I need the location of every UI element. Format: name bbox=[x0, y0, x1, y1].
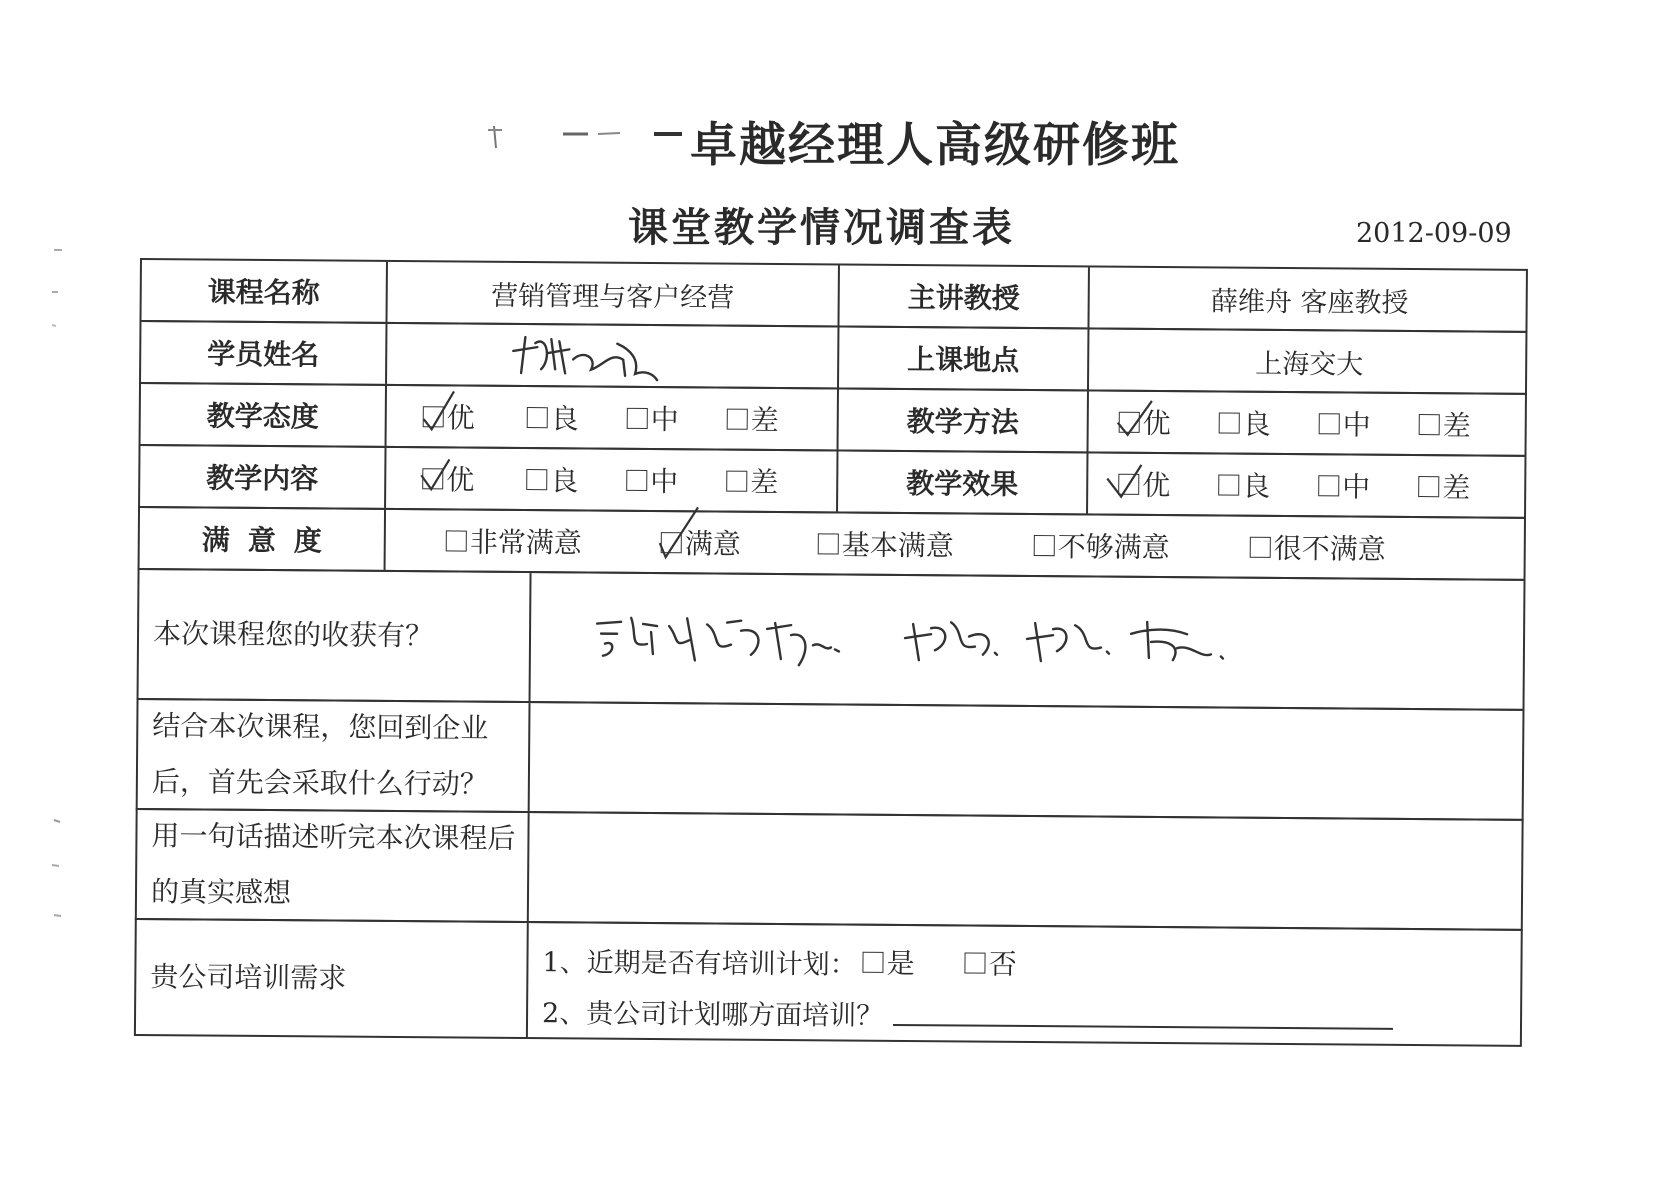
checkbox[interactable] bbox=[1034, 535, 1055, 556]
checkbox[interactable] bbox=[526, 469, 547, 490]
method-option-medium[interactable]: 中 bbox=[1319, 403, 1371, 443]
location-label: 上课地点 bbox=[837, 327, 1087, 389]
needs-answer-blank[interactable] bbox=[893, 1001, 1393, 1029]
survey-form bbox=[134, 258, 1528, 1089]
effect-label: 教学效果 bbox=[836, 451, 1086, 513]
effect-options bbox=[1086, 453, 1528, 516]
checkbox[interactable] bbox=[627, 407, 648, 428]
satisfaction-label: 满意度 bbox=[201, 523, 340, 558]
needs-option-no[interactable]: 否 bbox=[965, 942, 1017, 982]
handwritten-name bbox=[507, 329, 667, 386]
content-label: 教学内容 bbox=[206, 461, 319, 496]
checkmark-icon bbox=[419, 451, 459, 495]
satisfaction-option-very-dissatisfied[interactable]: 很不满意 bbox=[1250, 527, 1386, 568]
needs-answers bbox=[526, 923, 1525, 1045]
attitude-option-poor[interactable]: 差 bbox=[727, 399, 779, 439]
faded-header-marks bbox=[488, 98, 688, 158]
handwritten-answer bbox=[591, 604, 1252, 681]
checkmark-icon bbox=[1115, 456, 1155, 500]
checkbox[interactable] bbox=[1250, 536, 1271, 557]
checkbox[interactable] bbox=[1219, 412, 1240, 433]
checkbox[interactable] bbox=[726, 470, 747, 491]
content-option-medium[interactable]: 中 bbox=[626, 460, 678, 500]
effect-option-good[interactable]: 良 bbox=[1218, 464, 1270, 504]
gain-answer[interactable] bbox=[529, 573, 1528, 709]
checkbox[interactable] bbox=[818, 533, 839, 554]
checkbox[interactable] bbox=[423, 406, 444, 427]
gain-question: 本次课程您的收获有？ bbox=[152, 617, 434, 653]
checkbox[interactable] bbox=[422, 468, 443, 489]
action-answer[interactable] bbox=[528, 703, 1527, 819]
checkmark-icon bbox=[658, 515, 698, 559]
checkbox[interactable] bbox=[1419, 414, 1440, 435]
form-subtitle: 课堂教学情况调查表 bbox=[628, 205, 1015, 251]
needs-option-yes[interactable]: 是 bbox=[863, 942, 915, 982]
attitude-option-good[interactable]: 良 bbox=[527, 397, 579, 437]
method-option-excellent[interactable]: 优 bbox=[1119, 402, 1171, 442]
satisfaction-option-very-satisfied[interactable]: 非常满意 bbox=[446, 520, 582, 561]
needs-label: 贵公司培训需求 bbox=[150, 960, 347, 995]
method-label: 教学方法 bbox=[837, 389, 1087, 451]
satisfaction-option-basic[interactable]: 基本满意 bbox=[818, 523, 954, 564]
checkmark-icon bbox=[420, 389, 460, 433]
student-label: 学员姓名 bbox=[207, 337, 320, 372]
checkbox[interactable] bbox=[1318, 475, 1339, 496]
effect-option-poor[interactable]: 差 bbox=[1418, 466, 1470, 506]
satisfaction-option-satisfied[interactable]: 满意 bbox=[661, 522, 741, 563]
checkbox[interactable] bbox=[1218, 474, 1239, 495]
content-option-good[interactable]: 良 bbox=[526, 459, 578, 499]
checkbox[interactable] bbox=[1418, 476, 1439, 497]
checkbox[interactable] bbox=[863, 951, 884, 972]
student-name-signature bbox=[385, 324, 837, 388]
checkbox[interactable] bbox=[1319, 413, 1340, 434]
content-option-poor[interactable]: 差 bbox=[726, 461, 778, 501]
gain-row bbox=[137, 568, 1526, 711]
effect-option-excellent[interactable]: 优 bbox=[1118, 464, 1170, 504]
course-label: 课程名称 bbox=[207, 275, 320, 310]
feeling-question: 用一句话描述听完本次课程后的真实感想 bbox=[150, 819, 516, 910]
needs-row bbox=[134, 918, 1523, 1047]
checkbox[interactable] bbox=[1118, 473, 1139, 494]
professor-value: 薛维舟 客座教授 bbox=[1087, 267, 1529, 330]
feeling-answer[interactable] bbox=[527, 813, 1526, 929]
action-row bbox=[136, 698, 1525, 821]
checkbox[interactable] bbox=[527, 407, 548, 428]
attitude-options bbox=[385, 386, 837, 450]
needs-question-2: 2、贵公司计划哪方面培训？ bbox=[542, 991, 1393, 1037]
attitude-label: 教学态度 bbox=[206, 399, 319, 434]
scan-specks bbox=[40, 240, 70, 940]
content-options bbox=[384, 448, 836, 512]
checkbox[interactable] bbox=[965, 952, 986, 973]
satisfaction-option-insufficient[interactable]: 不够满意 bbox=[1034, 525, 1170, 566]
checkbox[interactable] bbox=[626, 469, 647, 490]
attitude-option-excellent[interactable]: 优 bbox=[423, 396, 475, 436]
form-date: 2012-09-09 bbox=[1356, 218, 1512, 249]
checkbox[interactable] bbox=[1119, 411, 1140, 432]
needs-question-1: 1、近期是否有培训计划： 是 否 bbox=[542, 939, 1017, 983]
course-value: 营销管理与客户经营 bbox=[386, 262, 838, 326]
action-question: 结合本次课程，您回到企业后，首先会采取什么行动？ bbox=[151, 709, 489, 801]
checkmark-icon bbox=[1116, 394, 1156, 438]
checkbox[interactable] bbox=[727, 408, 748, 429]
feeling-row bbox=[135, 808, 1524, 931]
attitude-option-medium[interactable]: 中 bbox=[627, 398, 679, 438]
content-option-excellent[interactable]: 优 bbox=[422, 458, 474, 498]
page-title: 卓越经理人高级研修班 bbox=[690, 118, 1180, 173]
effect-option-medium[interactable]: 中 bbox=[1318, 465, 1370, 505]
method-options bbox=[1087, 391, 1529, 454]
method-option-good[interactable]: 良 bbox=[1219, 402, 1271, 442]
method-option-poor[interactable]: 差 bbox=[1419, 404, 1471, 444]
satisfaction-options bbox=[384, 510, 1528, 579]
checkbox[interactable] bbox=[446, 530, 467, 551]
location-value: 上海交大 bbox=[1087, 329, 1529, 392]
professor-label: 主讲教授 bbox=[837, 265, 1087, 327]
checkbox[interactable] bbox=[661, 532, 682, 553]
